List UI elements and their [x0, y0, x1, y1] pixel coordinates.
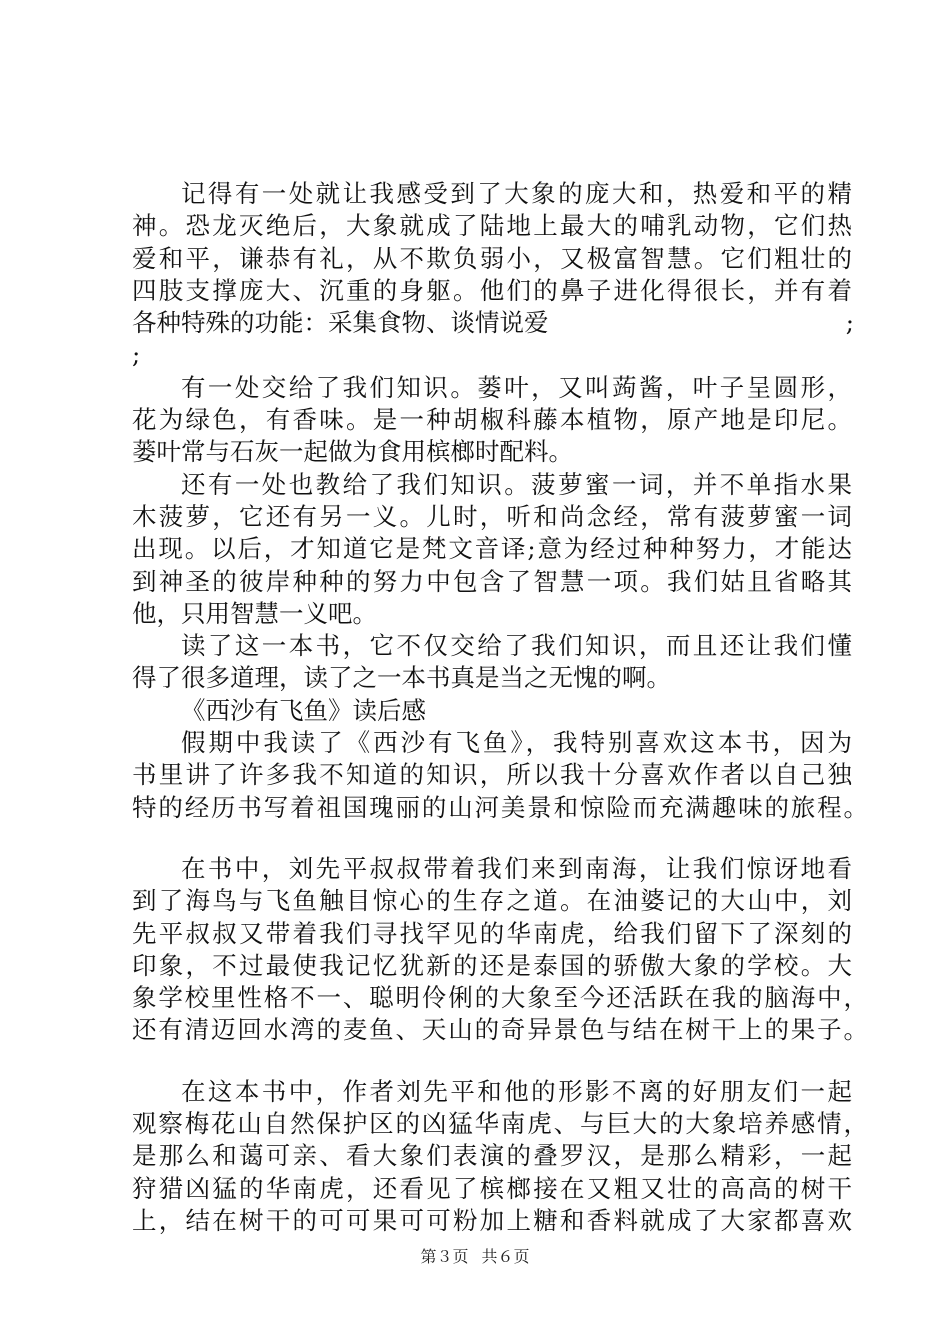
text-line: 先平叔叔又带着我们寻找罕见的华南虎，给我们留下了深刻的 — [132, 918, 852, 948]
text-line: 出现。以后，才知道它是梵文音译;意为经过种种努力，才能达 — [132, 534, 852, 564]
text-line: 在书中，刘先平叔叔带着我们来到南海，让我们惊讶地看 — [181, 853, 852, 883]
paragraph-gap — [132, 1047, 852, 1076]
text-line: 得了很多道理，读了之一本书真是当之无愧的啊。 — [132, 663, 671, 693]
text-line: 还有清迈回水湾的麦鱼、天山的奇异景色与结在树干上的果子。 — [132, 1015, 868, 1045]
text-line: 到神圣的彼岸种种的努力中包含了智慧一项。我们姑且省略其 — [132, 566, 852, 596]
paragraph-gap — [132, 824, 852, 853]
semicolon: ; — [845, 308, 854, 338]
text-line: 蒌叶常与石灰一起做为食用槟榔时配料。 — [132, 437, 573, 467]
text-line: 到了海鸟与飞鱼触目惊心的生存之道。在油婆记的大山中，刘 — [132, 886, 852, 916]
page-footer — [0, 1244, 950, 1267]
text-line: 假期中我读了《西沙有飞鱼》，我特别喜欢这本书，因为 — [181, 728, 852, 758]
text-line: 是那么和蔼可亲、看大象们表演的叠罗汉，是那么精彩，一起 — [132, 1141, 852, 1171]
text-line-fragment: 各种特殊的功能：采集食物、谈情说爱 — [132, 308, 549, 338]
page-total: 共６页 — [481, 1247, 530, 1266]
document-body — [132, 178, 868, 1237]
text-line: 观察梅花山自然保护区的凶猛华南虎、与巨大的大象培养感情， — [132, 1109, 868, 1139]
text-line: 记得有一处就让我感受到了大象的庞大和，热爱和平的精 — [181, 179, 852, 208]
text-line: 他，只用智慧一义吧。 — [132, 598, 377, 628]
text-line: 还有一处也教给了我们知识。菠萝蜜一词，并不单指水果 — [181, 469, 852, 499]
text-line: 神。恐龙灭绝后，大象就成了陆地上最大的哺乳动物，它们热 — [132, 211, 852, 241]
text-line: 特的经历书写着祖国瑰丽的山河美景和惊险而充满趣味的旅程。 — [132, 792, 868, 822]
text-line: ; — [132, 340, 141, 370]
text-line: 四肢支撑庞大、沉重的身躯。他们的鼻子进化得很长，并有着 — [132, 275, 852, 305]
text-line: 上，结在树干的可可果可可粉加上糖和香料就成了大家都喜欢 — [132, 1205, 852, 1235]
text-line: 有一处交给了我们知识。蒌叶，又叫蒟酱，叶子呈圆形， — [181, 372, 852, 402]
text-line: 木菠萝，它还有另一义。儿时，听和尚念经，常有菠萝蜜一词 — [132, 501, 852, 531]
text-line: 爱和平，谦恭有礼，从不欺负弱小，又极富智慧。它们粗壮的 — [132, 243, 852, 273]
text-line: 在这本书中，作者刘先平和他的形影不离的好朋友们一起 — [181, 1076, 852, 1106]
text-line: 狩猎凶猛的华南虎，还看见了槟榔接在又粗又壮的高高的树干 — [132, 1173, 852, 1203]
page-number: 第３页 — [420, 1247, 469, 1266]
text-line: 印象，不过最使我记忆犹新的还是泰国的骄傲大象的学校。大 — [132, 950, 852, 980]
text-line: 花为绿色，有香味。是一种胡椒科藤本植物，原产地是印尼。 — [132, 405, 852, 435]
text-line: 读了这一本书，它不仅交给了我们知识，而且还让我们懂 — [181, 631, 852, 661]
text-line — [132, 307, 852, 339]
text-line: 象学校里性格不一、聪明伶俐的大象至今还活跃在我的脑海中， — [132, 983, 868, 1013]
text-line: 书里讲了许多我不知道的知识，所以我十分喜欢作者以自己独 — [132, 760, 852, 790]
section-title: 《西沙有飞鱼》读后感 — [181, 695, 426, 725]
